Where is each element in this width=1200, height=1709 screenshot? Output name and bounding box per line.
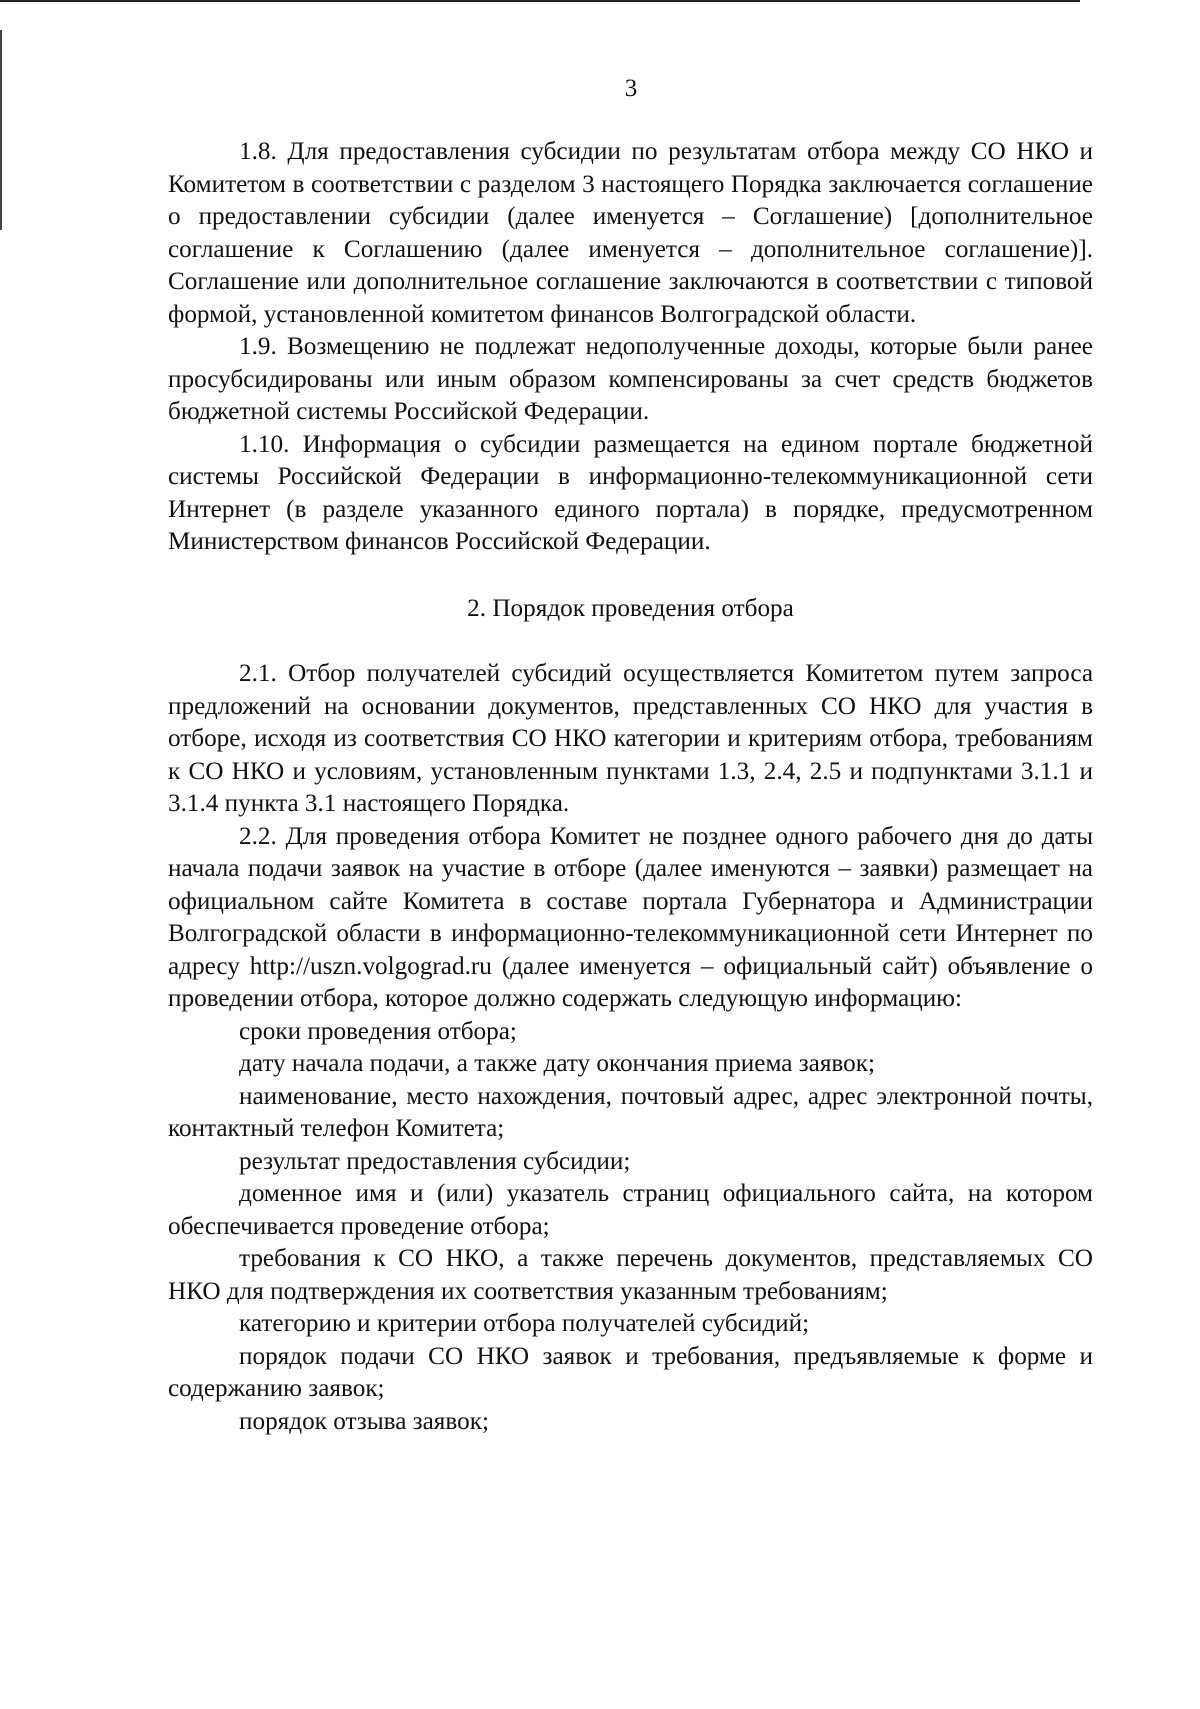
paragraph-1-8: 1.8. Для предоставления субсидии по результатам отбора между СО НКО и Комитетом в соответствии с разделом 3 настоящего Порядка заключается соглашение о предоставлении субсидии (далее именуется – Соглашение) [дополнительное соглашение к Соглашению (далее именуется – дополнительное соглашение)]. Соглашение или дополнительное соглашение заключаются в соответствии с типовой формой, установленной комитетом финансов Волгоградской области. <box>168 138 1093 328</box>
scan-edge-top <box>0 0 1080 2</box>
paragraph-1-9: 1.9. Возмещению не подлежат недополученные доходы, которые были ранее просубсидированы или иным образом компенсированы за счет средств бюджетов бюджетной системы Российской Федерации. <box>168 333 1093 425</box>
list-item-submission-order: порядок подачи СО НКО заявок и требования, предъявляемые к форме и содержанию заявок; <box>168 1342 1093 1402</box>
scan-edge-left <box>0 30 2 230</box>
list-item-withdrawal-order: порядок отзыва заявок; <box>239 1407 489 1435</box>
list-item-committee-contacts: наименование, место нахождения, почтовый адрес, адрес электронной почты, контактный телефон Комитета; <box>168 1082 1093 1142</box>
list-item-requirements: требования к СО НКО, а также перечень документов, представляемых СО НКО для подтверждения их соответствия указанным требованиям; <box>168 1245 1093 1305</box>
list-item-subsidy-result: результат предоставления субсидии; <box>239 1147 631 1175</box>
section-heading: 2. Порядок проведения отбора <box>467 594 794 622</box>
page-number: 3 <box>624 75 638 102</box>
paragraph-2-2: 2.2. Для проведения отбора Комитет не позднее одного рабочего дня до даты начала подачи заявок на участие в отборе (далее именуются – заявки) размещает на официальном сайте Комитета в составе портала Губернатора и Администрации Волгоградской области в информационно-телекоммуникационной сети Интернет по адресу http://uszn.volgograd.ru (далее именуется – официальный сайт) объявление о проведении отбора, которое должно содержать следующую информацию: <box>168 822 1093 1012</box>
list-item-criteria: категорию и критерии отбора получателей субсидий; <box>239 1310 810 1337</box>
paragraph-2-1: 2.1. Отбор получателей субсидий осуществляется Комитетом путем запроса предложений на основании документов, представленных СО НКО для участия в отборе, исходя из соответствия СО НКО категории и критериям отбора, требованиям к СО НКО и условиям, установленным пунктами 1.3, 2.4, 2.5 и подпунктами 3.1.1 и 3.1.4 пункта 3.1 настоящего Порядка. <box>168 660 1093 817</box>
list-item-domain-name: доменное имя и (или) указатель страниц официального сайта, на котором обеспечивается проведение отбора; <box>168 1180 1093 1240</box>
list-item-application-dates: дату начала подачи, а также дату окончания приема заявок; <box>239 1050 875 1077</box>
list-item-selection-period: сроки проведения отбора; <box>239 1017 517 1045</box>
paragraph-1-10: 1.10. Информация о субсидии размещается на едином портале бюджетной системы Российской Федерации в информационно-телекоммуникационной сети Интернет (в разделе указанного единого портала) в порядке, предусмотренном Министерством финансов Российской Федерации. <box>168 430 1093 555</box>
document-body <box>168 136 1093 1438</box>
